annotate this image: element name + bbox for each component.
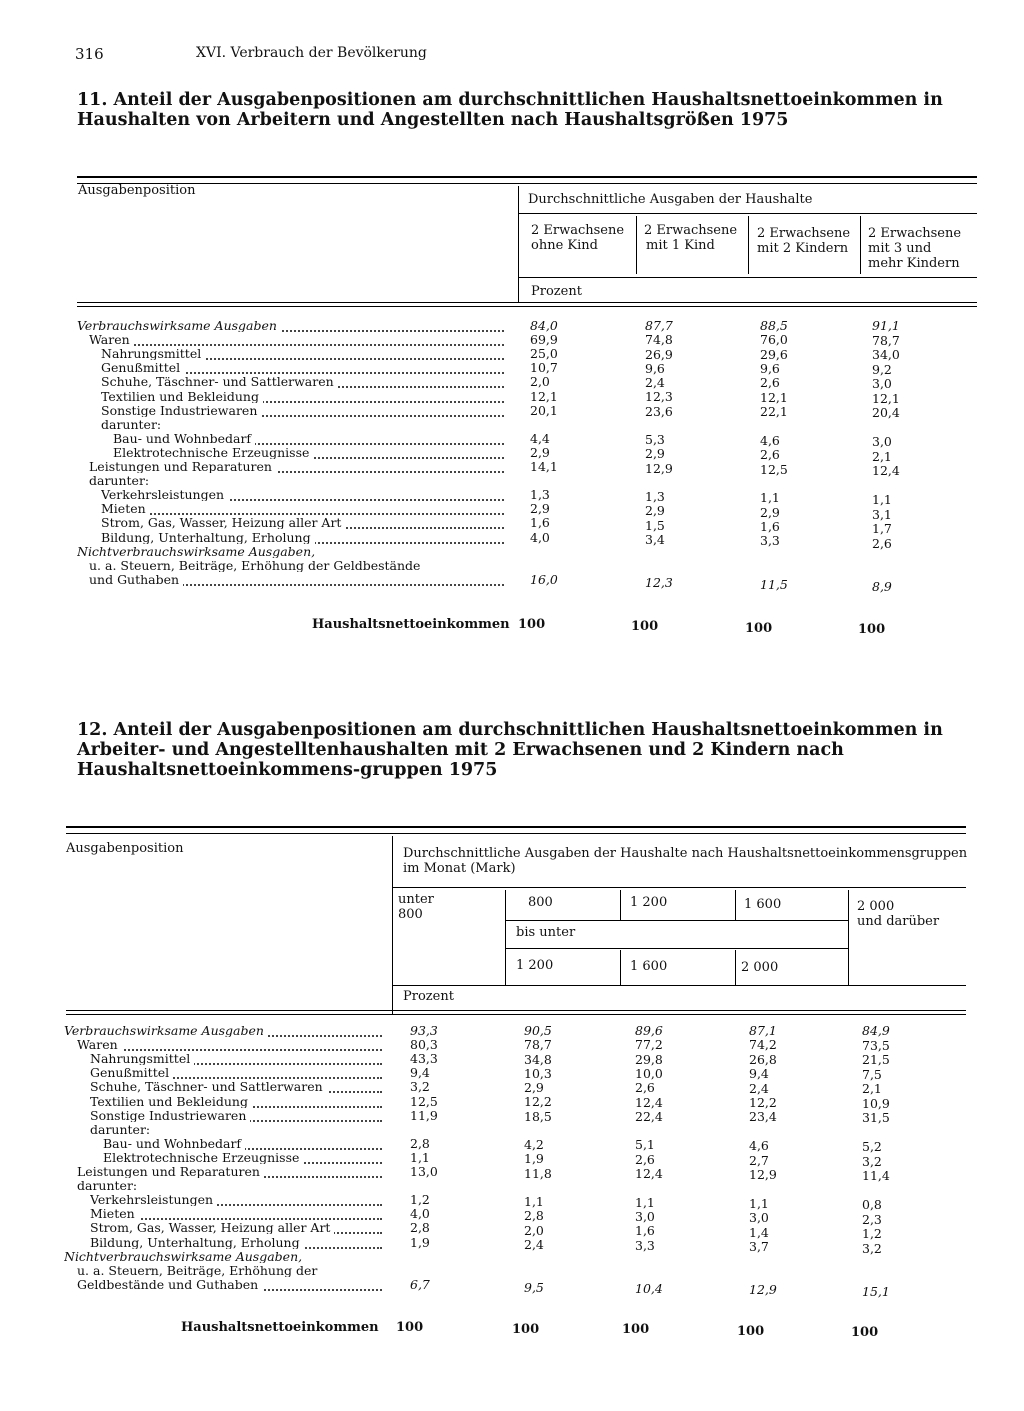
row-value: 26,9: [645, 346, 673, 362]
row-label: Genußmittel: [101, 361, 504, 374]
table11-total-value: 100: [631, 619, 659, 634]
row-value: 1,2: [862, 1226, 882, 1242]
table12-col-upper: 1 600: [630, 959, 668, 974]
row-value: 5,3: [645, 432, 665, 448]
row-value: 5,2: [862, 1139, 882, 1155]
row-value: 2,6: [635, 1080, 655, 1096]
row-label: Textilien und Bekleidung: [90, 1095, 382, 1108]
row-value: 4,6: [760, 432, 780, 448]
row-value: 0,8: [862, 1197, 882, 1213]
row-label: Schuhe, Täschner- und Sattlerwaren: [90, 1080, 382, 1093]
table12-top-rule: [66, 826, 966, 828]
row-value: 12,9: [749, 1167, 777, 1183]
table11-total-label: Haushaltsnettoeinkommen: [312, 617, 510, 632]
row-value: 12,4: [635, 1094, 663, 1110]
table12-total-value: 100: [737, 1324, 765, 1339]
table11-spanner: Durchschnittliche Ausgaben der Haushalte: [528, 192, 813, 207]
row-label: darunter:: [101, 418, 504, 431]
row-value: 1,3: [645, 489, 665, 505]
row-value: 3,1: [872, 506, 892, 522]
row-value: 1,7: [872, 521, 892, 537]
row-value: 2,7: [749, 1152, 769, 1168]
row-value: 6,7: [410, 1276, 430, 1292]
row-label: darunter:: [90, 1123, 382, 1136]
table-row: [0, 459, 1024, 479]
table-row: [0, 402, 1024, 421]
row-value: 2,9: [645, 446, 665, 462]
row-label: u. a. Steuern, Beiträge, Erhöhung der: [77, 1264, 382, 1277]
table12-col-lower: 1 600: [744, 897, 782, 912]
row-value: 2,6: [760, 375, 780, 391]
row-label: Bau- und Wohnbedarf: [113, 432, 504, 445]
row-value: 12,4: [635, 1166, 663, 1182]
row-value: 3,2: [410, 1079, 430, 1095]
row-value: 10,0: [635, 1065, 663, 1081]
row-value: 4,0: [530, 529, 550, 545]
row-value: 12,5: [410, 1093, 438, 1109]
table-row: [0, 418, 1024, 431]
row-value: 4,0: [410, 1206, 430, 1222]
row-value: 2,4: [645, 375, 665, 391]
row-value: 3,0: [749, 1210, 769, 1226]
table-row: [0, 545, 1024, 558]
row-label: Genußmittel: [90, 1066, 382, 1079]
row-value: 13,0: [410, 1164, 438, 1179]
row-value: 2,9: [645, 503, 665, 519]
table12-total-value: 100: [622, 1322, 650, 1337]
row-value: 12,3: [645, 389, 673, 405]
row-value: 77,2: [635, 1037, 663, 1053]
row-label: Sonstige Industriewaren: [90, 1109, 382, 1122]
row-label: Bildung, Unterhaltung, Erholung: [90, 1236, 382, 1249]
row-value: 43,3: [410, 1051, 438, 1067]
table12-total-value: 100: [396, 1320, 424, 1335]
row-label: Nahrungsmittel: [90, 1052, 382, 1065]
row-value: 1,5: [645, 517, 665, 533]
table11-title: 11. Anteil der Ausgabenpositionen am durchschnittlichen Haushaltsnettoeinkommen in Haushalten von Arbeitern und Angestellten nach Haushaltsgrößen 1975: [77, 90, 943, 130]
row-value: 2,9: [760, 504, 780, 520]
row-value: 1,2: [410, 1192, 430, 1208]
row-value: 93,3: [410, 1023, 438, 1038]
row-value: 76,0: [760, 332, 788, 348]
row-value: 12,9: [645, 460, 673, 476]
table11-col-3-header: 2 Erwachsene mit 2 Kindern: [757, 226, 851, 256]
row-value: 21,5: [862, 1052, 890, 1068]
row-value: 80,3: [410, 1037, 438, 1053]
row-value: 2,4: [524, 1236, 544, 1252]
row-value: 2,4: [749, 1080, 769, 1096]
row-label: Sonstige Industriewaren: [101, 404, 504, 417]
table12-col-upper: 2 000: [741, 960, 779, 975]
row-value: 10,7: [530, 360, 558, 376]
row-value: 73,5: [862, 1037, 890, 1053]
row-value: 9,6: [645, 360, 665, 376]
row-value: 2,3: [862, 1211, 882, 1227]
row-value: 29,8: [635, 1051, 663, 1067]
row-value: 15,1: [862, 1284, 890, 1300]
row-value: 9,2: [872, 361, 892, 377]
row-value: 3,7: [749, 1239, 769, 1255]
table-row: [0, 1123, 1024, 1136]
row-value: 3,0: [872, 376, 892, 392]
row-value: 29,6: [760, 346, 788, 362]
row-value: 10,4: [635, 1280, 663, 1296]
table12-col-last-header: 2 000 und darüber: [857, 899, 940, 929]
table12-col-lower: 800: [528, 895, 553, 910]
row-label: u. a. Steuern, Beiträge, Erhöhung der Geldbestände: [89, 559, 504, 572]
row-value: 87,1: [749, 1023, 777, 1038]
table-row: [0, 1149, 1024, 1169]
running-head: XVI. Verbrauch der Bevölkerung: [196, 45, 427, 61]
row-value: 2,6: [872, 535, 892, 551]
row-value: 12,2: [749, 1095, 777, 1111]
row-value: 16,0: [530, 571, 558, 587]
table-row: [0, 1276, 1024, 1300]
table-row: [0, 1079, 1024, 1097]
table-row: [0, 1264, 1024, 1277]
row-value: 34,8: [524, 1051, 552, 1067]
table-row: [0, 559, 1024, 572]
row-label: Geldbestände und Guthaben: [77, 1278, 382, 1291]
table-row: [0, 1192, 1024, 1213]
row-value: 11,8: [524, 1165, 552, 1181]
row-value: 9,4: [749, 1066, 769, 1082]
row-value: 1,3: [530, 487, 550, 503]
row-value: 10,3: [524, 1065, 552, 1081]
row-value: 3,2: [862, 1153, 882, 1169]
row-value: 12,1: [760, 389, 788, 405]
row-value: 74,8: [645, 332, 673, 348]
table11-col-1-header: 2 Erwachsene ohne Kind: [531, 223, 625, 253]
row-value: 12,5: [760, 461, 788, 477]
row-value: 11,4: [862, 1168, 890, 1184]
table-row: [0, 1024, 1024, 1037]
row-value: 2,8: [410, 1220, 430, 1236]
table11-total-value: 100: [518, 617, 546, 632]
row-value: 78,7: [524, 1037, 552, 1053]
row-value: 3,4: [645, 531, 665, 547]
row-label: Mieten: [90, 1207, 382, 1220]
row-value: 4,4: [530, 430, 550, 446]
table12-total-value: 100: [851, 1325, 879, 1340]
row-value: 84,9: [862, 1023, 890, 1038]
row-value: 26,8: [749, 1051, 777, 1067]
table-row: [0, 430, 1024, 450]
row-label: Nahrungsmittel: [101, 347, 504, 360]
row-value: 2,9: [530, 501, 550, 517]
row-value: 14,1: [530, 459, 558, 474]
row-label: und Guthaben: [89, 573, 504, 586]
row-label: Bau- und Wohnbedarf: [103, 1137, 382, 1150]
table-row: [0, 374, 1024, 392]
row-value: 12,2: [524, 1094, 552, 1110]
row-value: 2,1: [872, 448, 892, 464]
row-value: 20,4: [872, 405, 900, 421]
table-row: [0, 346, 1024, 363]
row-value: 2,6: [760, 447, 780, 463]
table-row: [0, 1164, 1024, 1184]
table12-total-label: Haushaltsnettoeinkommen: [181, 1320, 379, 1335]
table-row: [0, 1051, 1024, 1068]
row-value: 23,4: [749, 1109, 777, 1125]
table-row: [0, 1179, 1024, 1192]
row-value: 2,9: [530, 444, 550, 460]
table-row: [0, 474, 1024, 487]
row-label: Leistungen und Reparaturen: [77, 1165, 382, 1178]
table-row: [0, 360, 1024, 377]
table12-spanner: Durchschnittliche Ausgaben der Haushalte nach Haushaltsnettoeinkommensgruppen im Monat (Mark): [403, 846, 968, 876]
row-value: 90,5: [524, 1023, 552, 1038]
table-row: [0, 319, 1024, 332]
row-value: 1,1: [760, 490, 780, 506]
row-value: 2,1: [862, 1081, 882, 1097]
row-value: 1,9: [524, 1151, 544, 1167]
table-row: [0, 571, 1024, 595]
row-value: 31,5: [862, 1110, 890, 1126]
row-label: Elektrotechnische Erzeugnisse: [113, 446, 504, 459]
row-label: Nichtverbrauchswirksame Ausgaben,: [64, 1250, 382, 1263]
row-value: 1,6: [530, 515, 550, 531]
row-value: 12,1: [872, 390, 900, 406]
row-label: Mieten: [101, 502, 504, 515]
row-value: 20,1: [530, 402, 558, 418]
row-value: 12,1: [530, 388, 558, 404]
row-value: 9,6: [760, 361, 780, 377]
table12-stub-header: Ausgabenposition: [66, 841, 184, 856]
row-label: Verbrauchswirksame Ausgaben: [64, 1024, 382, 1037]
row-label: Nichtverbrauchswirksame Ausgaben,: [77, 545, 504, 558]
table11-total-value: 100: [858, 622, 886, 637]
row-value: 8,9: [872, 579, 892, 595]
table11-top-rule: [77, 176, 977, 178]
row-value: 18,5: [524, 1108, 552, 1124]
row-value: 1,1: [524, 1194, 544, 1210]
row-value: 1,1: [635, 1194, 655, 1210]
table12-col-upper: 1 200: [516, 958, 554, 973]
table-row: [0, 1107, 1024, 1126]
row-value: 2,9: [524, 1080, 544, 1096]
table12-unit: Prozent: [403, 989, 454, 1004]
table-row: [0, 1093, 1024, 1111]
row-value: 12,4: [872, 463, 900, 479]
table-row: [0, 1038, 1024, 1051]
row-value: 5,1: [635, 1137, 655, 1153]
table11-col-4-header: 2 Erwachsene mit 3 und mehr Kindern: [868, 226, 962, 271]
row-value: 9,4: [410, 1065, 430, 1081]
row-value: 69,9: [530, 332, 558, 348]
row-label: darunter:: [89, 474, 504, 487]
row-label: Textilien und Bekleidung: [101, 390, 504, 403]
row-value: 23,6: [645, 403, 673, 419]
table-row: [0, 1206, 1024, 1227]
row-value: 1,9: [410, 1234, 430, 1250]
row-value: 9,5: [524, 1279, 544, 1295]
row-label: Schuhe, Täschner- und Sattlerwaren: [101, 375, 504, 388]
table-row: [0, 501, 1024, 522]
row-value: 1,1: [749, 1195, 769, 1211]
table11-col-2-header: 2 Erwachsene mit 1 Kind: [644, 223, 738, 253]
row-value: 84,0: [530, 318, 558, 333]
row-value: 2,8: [524, 1208, 544, 1224]
row-value: 87,7: [645, 318, 673, 333]
row-value: 34,0: [872, 347, 900, 363]
row-label: Elektrotechnische Erzeugnisse: [103, 1151, 382, 1164]
row-value: 3,2: [862, 1240, 882, 1256]
row-value: 78,7: [872, 332, 900, 348]
row-value: 11,9: [410, 1107, 438, 1123]
row-value: 1,1: [410, 1149, 430, 1165]
table12-col-lower: 1 200: [630, 895, 668, 910]
table11-stub-header: Ausgabenposition: [78, 183, 196, 198]
row-label: Verkehrsleistungen: [101, 488, 504, 501]
row-label: Strom, Gas, Wasser, Heizung aller Art: [101, 516, 504, 529]
row-value: 2,0: [530, 374, 550, 390]
table-row: [0, 1135, 1024, 1155]
row-label: Verbrauchswirksame Ausgaben: [77, 319, 504, 332]
row-value: 1,6: [760, 519, 780, 535]
table11-unit: Prozent: [531, 284, 582, 299]
row-value: 1,6: [635, 1223, 655, 1239]
table12-col-1-header: unter 800: [398, 892, 434, 922]
row-value: 7,5: [862, 1066, 882, 1082]
table-row: [0, 388, 1024, 406]
row-value: 12,3: [645, 574, 673, 590]
row-value: 3,0: [872, 434, 892, 450]
table12-bis-unter: bis unter: [516, 925, 576, 940]
row-value: 2,6: [635, 1151, 655, 1167]
row-value: 3,3: [635, 1237, 655, 1253]
row-value: 4,6: [749, 1138, 769, 1154]
row-value: 3,3: [760, 533, 780, 549]
row-label: Verkehrsleistungen: [90, 1193, 382, 1206]
row-value: 2,0: [524, 1222, 544, 1238]
row-label: Strom, Gas, Wasser, Heizung aller Art: [90, 1221, 382, 1234]
row-value: 74,2: [749, 1037, 777, 1053]
row-value: 22,4: [635, 1108, 663, 1124]
row-label: Waren: [77, 1038, 382, 1051]
row-value: 25,0: [530, 346, 558, 362]
row-value: 89,6: [635, 1023, 663, 1038]
row-label: Bildung, Unterhaltung, Erholung: [101, 531, 504, 544]
row-value: 1,1: [872, 492, 892, 508]
row-label: darunter:: [77, 1179, 382, 1192]
row-value: 22,1: [760, 404, 788, 420]
row-value: 1,4: [749, 1224, 769, 1240]
row-value: 11,5: [760, 576, 788, 592]
table11-total-value: 100: [745, 621, 773, 636]
row-value: 2,8: [410, 1135, 430, 1151]
table-row: [0, 333, 1024, 346]
row-value: 3,0: [635, 1209, 655, 1225]
table12-title: 12. Anteil der Ausgabenpositionen am durchschnittlichen Haushaltsnettoeinkommen in Arbeiter- und Angestelltenhaushalten mit 2 Erwachsenen und 2 Kindern nach Haushaltsnettoeinkommens-gruppen 1975: [77, 720, 943, 780]
table-row: [0, 444, 1024, 464]
row-value: 10,9: [862, 1095, 890, 1111]
row-value: 91,1: [872, 318, 900, 333]
page-number: 316: [75, 45, 104, 63]
table-row: [0, 1250, 1024, 1263]
table-row: [0, 487, 1024, 508]
row-value: 88,5: [760, 318, 788, 333]
table12-total-value: 100: [512, 1322, 540, 1337]
row-value: 12,9: [749, 1282, 777, 1298]
table-row: [0, 1065, 1024, 1082]
row-label: Waren: [89, 333, 504, 346]
row-value: 4,2: [524, 1137, 544, 1153]
row-label: Leistungen und Reparaturen: [89, 460, 504, 473]
